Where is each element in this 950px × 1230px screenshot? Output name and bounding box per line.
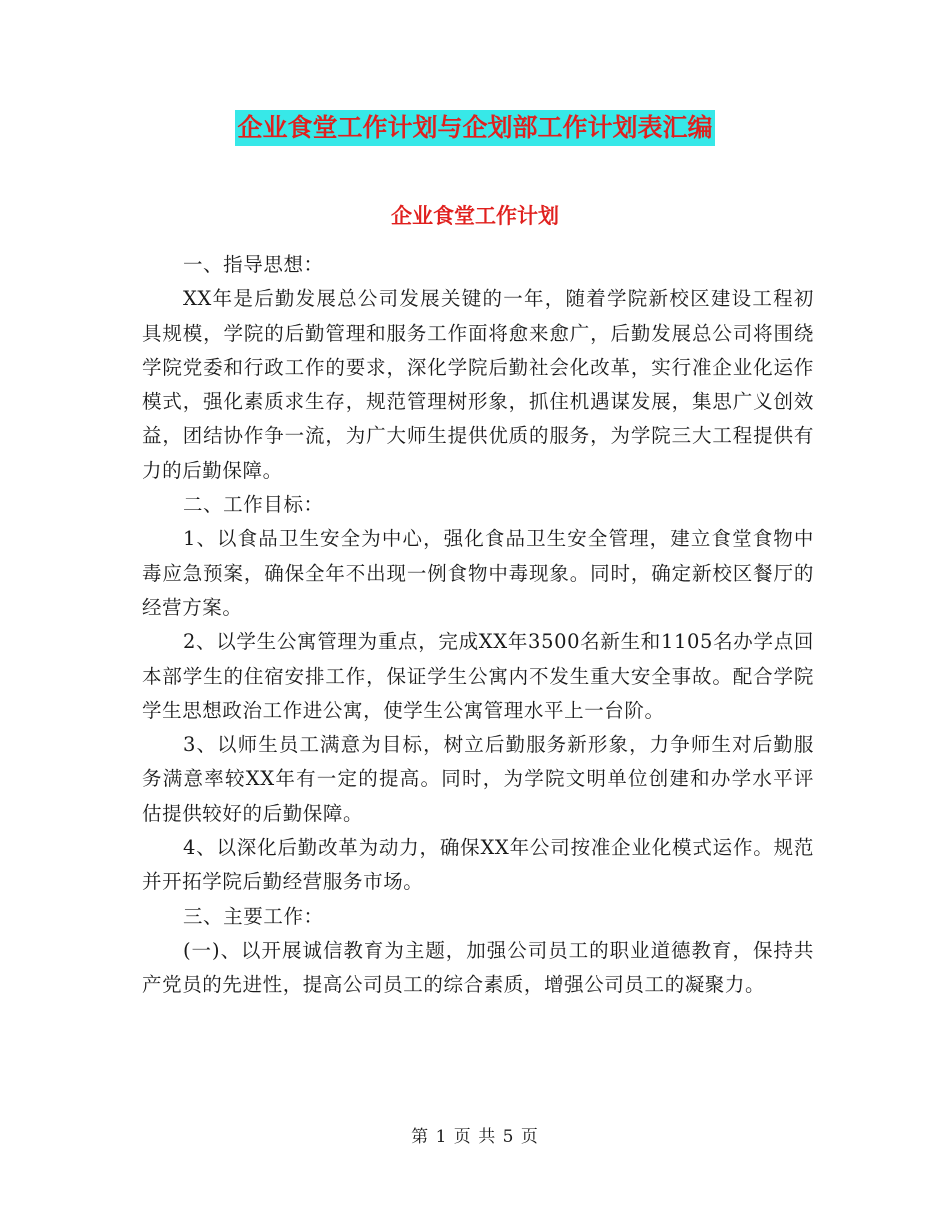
document-body	[142, 248, 814, 1003]
paragraph-goal-4: 4、以深化后勤改革为动力，确保XX年公司按准企业化模式运作。规范并开拓学院后勤经营服务市场。	[142, 836, 814, 894]
section-title: 企业食堂工作计划	[391, 203, 559, 228]
page-number-label: 第 1 页 共 5 页	[411, 1127, 539, 1147]
paragraph-goal-2: 2、以学生公寓管理为重点，完成XX年3500名新生和1105名办学点回本部学生的住宿安排工作，保证学生公寓内不发生重大安全事故。配合学院学生思想政治工作进公寓，使学生公寓管理水平上一台阶。	[142, 630, 814, 722]
heading-guiding-thought: 一、指导思想：	[182, 253, 324, 276]
paragraph-guiding-thought: XX年是后勤发展总公司发展关键的一年，随着学院新校区建设工程初具规模，学院的后勤管理和服务工作面将愈来愈广，后勤发展总公司将围绕学院党委和行政工作的要求，深化学院后勤社会化改革，实行准企业化运作模式，强化素质求生存，规范管理树形象，抓住机遇谋发展，集思广义创效益，团结协作争一流，为广大师生提供优质的服务，为学院三大工程提供有力的后勤保障。	[142, 287, 814, 482]
heading-work-goals: 二、工作目标：	[182, 493, 324, 517]
paragraph-main-work-1: (一)、以开展诚信教育为主题，加强公司员工的职业道德教育，保持共产党员的先进性，提高公司员工的综合素质，增强公司员工的凝聚力。	[142, 938, 814, 997]
paragraph-goal-1: 1、以食品卫生安全为中心，强化食品卫生安全管理，建立食堂食物中毒应急预案，确保全年不出现一例食物中毒现象。同时，确定新校区餐厅的经营方案。	[142, 527, 814, 619]
heading-main-work: 三、主要工作：	[182, 904, 324, 928]
paragraph-goal-3: 3、以师生员工满意为目标，树立后勤服务新形象，力争师生对后勤服务满意率较XX年有一定的提高。同时，为学院文明单位创建和办学水平评估提供较好的后勤保障。	[142, 733, 814, 825]
document-main-title	[0, 110, 950, 146]
page-footer	[0, 1125, 950, 1149]
main-title-highlight: 企业食堂工作计划与企划部工作计划表汇编	[235, 110, 714, 146]
